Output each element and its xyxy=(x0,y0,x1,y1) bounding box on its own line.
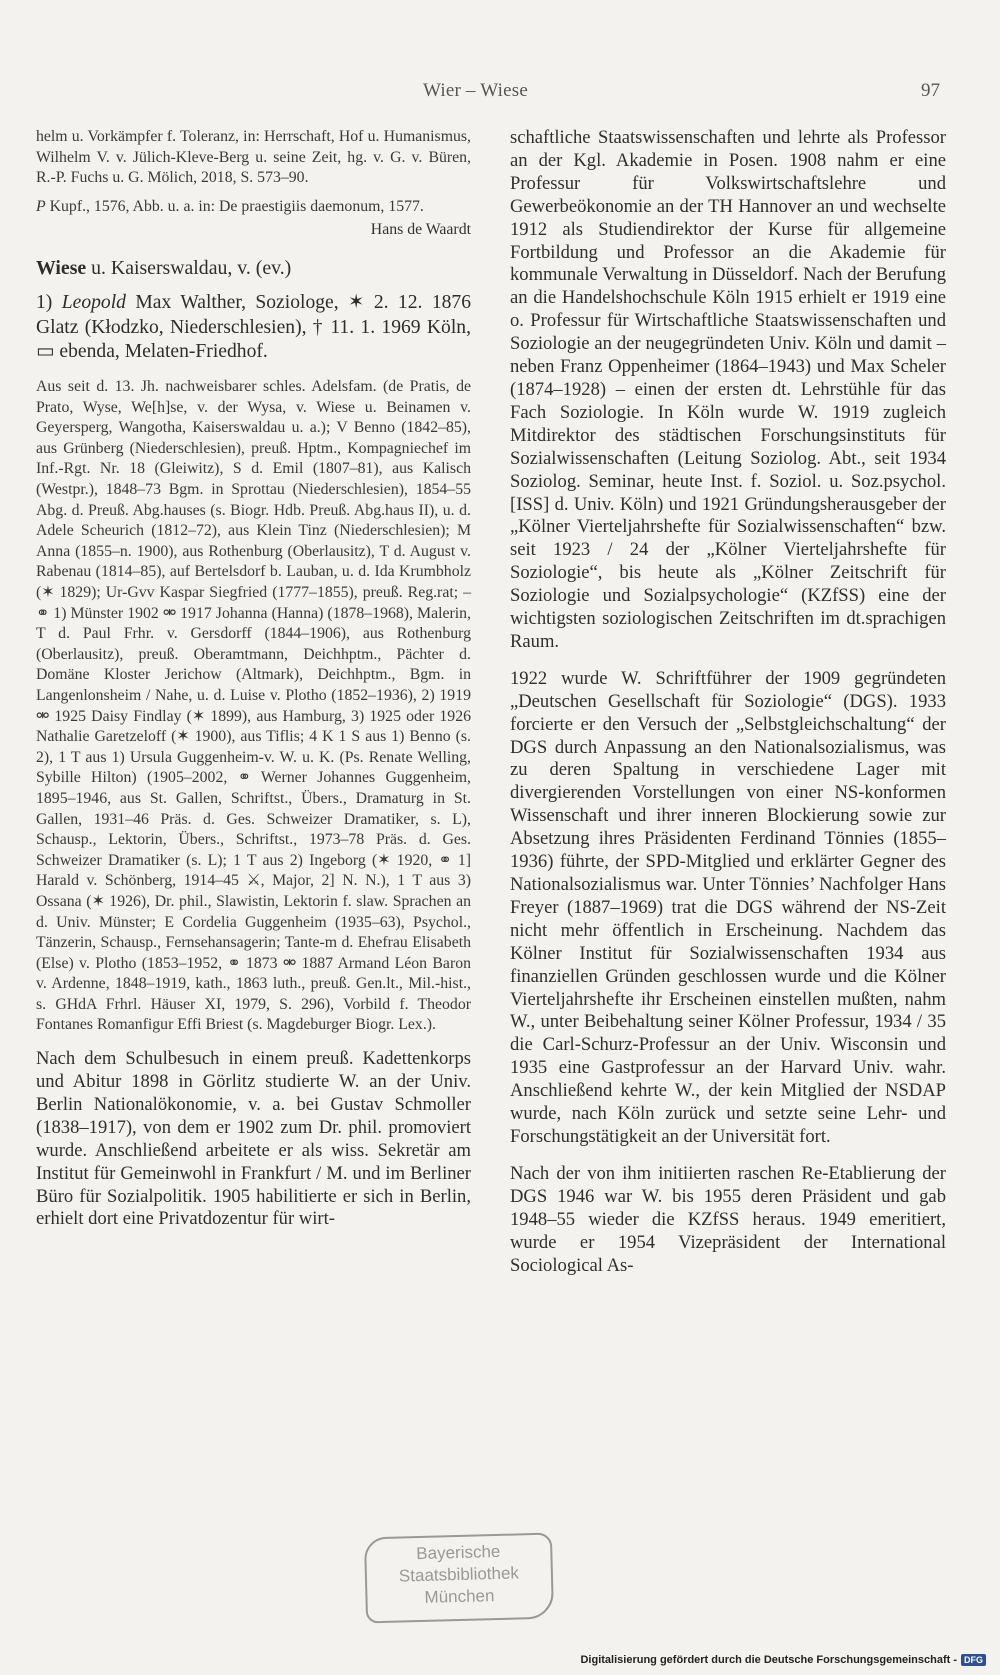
person-number: 1) xyxy=(36,291,53,313)
biography-paragraph-2: schaftliche Staatswissenschaften und lehrte als Professor an der Kgl. Akademie in Posen. 1908 nahm er eine Professur für Volkswirtschaftslehre und Gewerbeökonomie an der TH Hannover an und wechselte 1912 als Studiendirektor der Kurse für allgemeine Fortbildung und Professor an die Akademie für kommunale Verwaltung in Düsseldorf. Nach der Berufung an die Handelshochschule Köln 1915 erhielt er 1919 eine o. Professur für Wirtschaftliche Staatswissenschaften und Soziologie an der neugegründeten Univ. Köln und damit – neben Franz Oppenheimer (1864–1943) und Max Scheler (1874–1928) – einen der ersten dt. Lehrstühle für das Fach Soziologie. In Köln wurde W. 1919 zugleich Mitdirektor des städtischen Forschungsinstituts für Sozialwissenschaften (Leitung Soziolog. Abt., seit 1934 Soziolog. Seminar, heute Inst. f. Soziol. u. Soz.psychol. [ISS] d. Univ. Köln) und 1921 Gründungsherausgeber der „Kölner Vierteljahrshefte für Sozialwissenschaften“ bzw. seit 1923 / 24 der „Kölner Vierteljahrshefte für Soziologie“, bis heute als „Kölner Zeitschrift für Soziologie und Sozialpsychologie“ (KZfSS) eine der wichtigsten soziologischen Zeitschriften im dt.sprachigen Raum. xyxy=(510,127,946,652)
stamp-line-2: Staatsbibliothek xyxy=(398,1563,520,1586)
portrait-marker: P xyxy=(36,197,46,215)
stamp-line-1: Bayerische xyxy=(416,1541,501,1564)
footer-text: Digitalisierung gefördert durch die Deutsche Forschungsgemeinschaft - xyxy=(580,1654,957,1666)
stamp-line-3: München xyxy=(424,1586,495,1607)
page-header xyxy=(0,80,1000,106)
biography-paragraph-4: Nach der von ihm initiierten raschen Re-Etablierung der DGS 1946 war W. bis 1955 deren Präsident und gab 1948–55 wieder die KZfSS heraus. 1949 emeritiert, wurde er 1954 Vizepräsident der International Sociological As- xyxy=(510,1162,946,1276)
person-details: Max Walther, Soziologe, ✶ 2. 12. 1876 Glatz (Kłodzko, Niederschlesien), † 11. 1. 1969 Köln, ▭ ebenda, Melaten-Friedhof. xyxy=(36,291,472,363)
previous-entry-author: Hans de Waardt xyxy=(370,221,471,239)
person-first-name: Leopold xyxy=(61,291,126,313)
genealogy-paragraph: Aus seit d. 13. Jh. nachweisbarer schles. Adelsfam. (de Pratis, de Prato, Wyse, We[h]se, v. der Wysa, v. Wiese u. Beinamen v. Geyersperg, Wangotha, Kaiserswaldau u. a.); V Benno (1842–85), aus Grünberg (Niederschlesien), preuß. Hptm., Kompagniechef im Inf.-Rgt. Nr. 18 (Gleiwitz), S d. Emil (1807–81), aus Kalisch (Westpr.), 1848–73 Bgm. in Sprottau (Niederschlesien), 1854–55 Abg. d. Preuß. Abg.hauses (s. Biogr. Hdb. Preuß. Abg.haus II), u. d. Adele Scheurich (1812–72), aus Klein Tinz (Niederschlesien); M Anna (1855–n. 1900), aus Rothenburg (Oberlausitz), T d. August v. Rabenau (1814–85), auf Bertelsdorf b. Lauban, u. d. Ida Krumbholz (✶ 1829); Ur-Gvv Kaspar Siegfried (1777–1855), preuß. Reg.rat; – ⚭ 1) Münster 1902 ⚮ 1917 Johanna (Hanna) (1878–1968), Malerin, T d. Paul Frhr. v. Gersdorff (1844–1906), aus Rothenburg (Oberlausitz), preuß. Oberamtmann, Deichhptm., Pächter d. Domäne Kloster Jerichow (Altmark), Deichhptm., Bgm. in Langenlonsheim / Nahe, u. d. Luise v. Plotho (1852–1936), 2) 1919 ⚮ 1925 Daisy Findlay (✶ 1899), aus Hamburg, 3) 1925 oder 1926 Nathalie Garetzeloff (✶ 1900), aus Tiflis; 4 K 1 S aus 1) Benno (s. 2), 1 T aus 1) Ursula Guggenheim-v. W. u. K. (Ps. Renate Welling, Sybille Hilton) (1905–2002, ⚭ Werner Johannes Guggenheim, 1895–1946, aus St. Gallen, Schriftst., Übers., Dramaturg in St. Gallen, 1931–46 Präs. d. Ges. Schweizer Dramatiker, s. L), Schausp., Lektorin, Übers., Schriftst., 1973–78 Präs. d. Ges. Schweizer Dramatiker (s. L); 1 T aus 2) Ingeborg (✶ 1920, ⚭ 1] Harald v. Schönberg, 1914–45 ⚔, Major, 2] N. N.), 1 T aus 3) Ossana (✶ 1926), Dr. phil., Slawistin, Lektorin f. slaw. Sprachen an d. Univ. Münster; E Cordelia Guggenheim (1935–63), Psychol., Tänzerin, Schausp., Fernsehansagerin; Tante-m d. Ehefrau Elisabeth (Else) v. Plotho (1853–1952, ⚭ 1873 ⚮ 1887 Armand Léon Baron v. Ardenne, 1848–1919, kath., 1863 luth., preuß. Gen.lt., Mil.-hist., s. GHdA Frhrl. Häuser XI, 1979, S. 296), Vorbild f. Theodor Fontanes Romanfigur Effi Briest (s. Magdeburger Biogr. Lex.). xyxy=(36,378,471,1034)
page-number: 97 xyxy=(921,80,940,101)
previous-entry-portraits xyxy=(36,197,471,218)
right-column xyxy=(510,127,946,1277)
library-stamp xyxy=(364,1533,554,1624)
entry-heading-rest: u. Kaiserswaldau, v. (ev.) xyxy=(91,256,292,279)
biography-paragraph-1: Nach dem Schulbesuch in einem preuß. Kadettenkorps und Abitur 1898 in Görlitz studierte W. an der Univ. Berlin Nationalökonomie, v. a. bei Gustav Schmoller (1838–1917), von dem er 1902 zum Dr. phil. promoviert wurde. Anschließend arbeitete er als wiss. Sekretär am Institut für Gemeinwohl in Frankfurt / M. und im Berliner Büro für Sozialpolitik. 1905 habilitierte er sich in Berlin, erhielt dort eine Privatdozentur für wirt- xyxy=(36,1048,471,1230)
portrait-text: Kupf., 1576, Abb. u. a. in: De praestigiis daemonum, 1577. xyxy=(49,197,424,215)
biography-paragraph-3: 1922 wurde W. Schriftführer der 1909 gegründeten „Deutschen Gesellschaft für Soziologie“ (DGS). 1933 forcierte er den Versuch der „Selbstgleichschaltung“ der DGS durch Anpassung an den Nationalsozialismus, was zu deren Spaltung in verschiedene Lager mit divergierenden Vorstellungen von einer NS-konformen Wissenschaft und ihrer inneren Blockierung sowie zur Absetzung ihres Präsidenten Ferdinand Tönnies (1855–1936) führte, der SPD-Mitglied und erklärter Gegner des Nationalsozialismus war. Unter Tönnies’ Nachfolger Hans Freyer (1887–1969) trat die DGS während der NS-Zeit nicht mehr öffentlich in Erscheinung. Nachdem das Kölner Institut für Sozialwissenschaften 1934 aus finanziellen Gründen geschlossen wurde und die Kölner Vierteljahrshefte ihr Erscheinen einstellen mußten, nahm W., unter Beibehaltung seiner Kölner Professur, 1934 / 35 die Carl-Schurz-Professur an der Univ. Wisconsin und 1935 eine Gastprofessur an der Harvard Univ. wahr. Anschließend kehrte W., der kein Mitglied der NSDAP wurde, nach Köln zurück und setzte seine Lehr- und Forschungstätigkeit an der Universität fort. xyxy=(510,667,946,1147)
running-head: Wier – Wiese xyxy=(423,80,528,101)
previous-entry-continuation: helm u. Vorkämpfer f. Toleranz, in: Herrschaft, Hof u. Humanismus, Wilhelm V. v. Jülich-Kleve-Berg u. seine Zeit, hg. v. G. v. Büren, R.-P. Fuchs u. G. Mölich, 2018, S. 573–90. xyxy=(36,128,471,187)
left-column xyxy=(36,127,471,1231)
entry-heading xyxy=(36,255,471,281)
dfg-logo-icon: DFG xyxy=(961,1654,986,1666)
entry-name: Wiese xyxy=(36,256,87,279)
person-heading xyxy=(36,291,471,365)
digitization-footer xyxy=(580,1651,986,1669)
